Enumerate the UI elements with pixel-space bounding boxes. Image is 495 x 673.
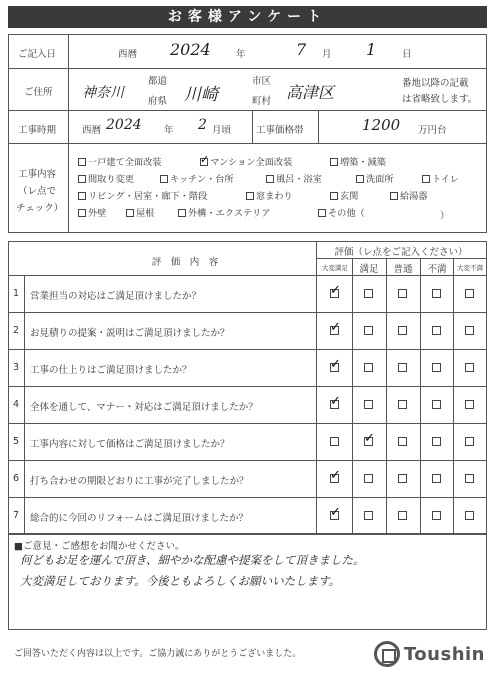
content-option[interactable] [78, 171, 134, 185]
rating-checkbox[interactable] [398, 289, 407, 298]
rating-checkbox[interactable] [465, 474, 474, 483]
option-label: トイレ [432, 174, 460, 185]
date-year-unit: 年 [236, 49, 246, 60]
rating-checkbox[interactable] [330, 326, 339, 335]
house-logo-icon [374, 641, 400, 667]
question-text: 全体を通して、マナー・対応はご満足頂けましたか？ [30, 402, 258, 413]
logo-text: Toushin [403, 643, 485, 665]
content-option[interactable] [178, 205, 270, 219]
content-label-3: チェック） [16, 203, 64, 214]
option-checkbox[interactable] [78, 209, 86, 217]
question-text: 工事の仕上りはご満足頂けましたか？ [30, 365, 192, 376]
date-year: 2024 [170, 40, 211, 59]
option-checkbox[interactable] [246, 192, 254, 200]
option-label: 間取り変更 [88, 174, 134, 185]
date-month: 7 [296, 40, 307, 59]
content-option[interactable] [78, 154, 162, 168]
rating-checkbox[interactable] [465, 400, 474, 409]
option-label: 洗面所 [366, 174, 394, 185]
question-number: 2 [12, 325, 20, 336]
address-city-label-1: 市区 [252, 76, 272, 87]
option-checkbox[interactable] [330, 158, 338, 166]
option-label: リビング・居室・廊下・階段 [88, 191, 208, 202]
address-pref-label-1: 都道 [148, 76, 168, 87]
rating-checkbox[interactable] [364, 289, 373, 298]
question-number: 5 [12, 436, 20, 447]
rating-checkbox[interactable] [330, 437, 339, 446]
rating-checkbox[interactable] [364, 474, 373, 483]
address-city: 川崎 [184, 85, 218, 105]
period-year: 2024 [106, 117, 142, 133]
price-label: 工事価格帯 [256, 125, 304, 136]
option-checkbox[interactable] [390, 192, 398, 200]
survey-table [8, 241, 487, 534]
date-day-unit: 日 [402, 49, 412, 60]
rating-column-header: 普通 [393, 264, 413, 275]
date-era: 西暦 [118, 49, 138, 60]
content-option[interactable] [78, 188, 207, 202]
rating-column-header: 大変不満 [457, 264, 483, 272]
rating-checkbox[interactable] [432, 363, 441, 372]
rating-checkbox[interactable] [364, 400, 373, 409]
rating-checkbox[interactable] [432, 326, 441, 335]
option-checkbox[interactable] [330, 192, 338, 200]
content-option[interactable] [356, 171, 394, 185]
date-month-unit: 月 [322, 49, 332, 60]
question-text: お見積りの提案・説明はご満足頂けましたか？ [30, 328, 230, 339]
option-label: 玄関 [340, 191, 359, 202]
question-text: 打ち合わせの期限どおりに工事が完了しましたか？ [30, 476, 249, 487]
rating-column-header: 不満 [427, 264, 447, 275]
rating-checkbox[interactable] [398, 400, 407, 409]
comments-line-2: 大変満足しております。今後ともよろしくお願いいたします。 [20, 574, 341, 588]
address-pref-label-2: 府県 [148, 96, 168, 107]
rating-column-header: 満足 [359, 264, 379, 275]
address-pref: 神奈川 [82, 85, 124, 101]
rating-checkbox[interactable] [330, 474, 339, 483]
rating-checkbox[interactable] [398, 363, 407, 372]
question-number: 7 [12, 510, 20, 521]
brand-logo [374, 641, 485, 667]
price-value: 1200 [362, 116, 401, 134]
rating-checkbox[interactable] [432, 511, 441, 520]
question-number: 6 [12, 473, 20, 484]
address-label: ご住所 [24, 87, 53, 98]
option-label: 外構・エクステリア [188, 208, 271, 219]
option-label: 一戸建て全面改装 [88, 157, 162, 168]
option-checkbox[interactable] [126, 209, 134, 217]
period-month: 2 [198, 117, 207, 133]
rating-checkbox[interactable] [432, 400, 441, 409]
question-number: 1 [12, 288, 20, 299]
rating-checkbox[interactable] [330, 400, 339, 409]
survey-header-right: 評価（レ点をご記入ください） [334, 247, 468, 258]
content-option[interactable] [330, 154, 386, 168]
rating-checkbox[interactable] [465, 437, 474, 446]
address-note-1: 番地以降の記載 [402, 78, 469, 89]
content-option[interactable] [330, 188, 358, 202]
period-year-unit: 年 [164, 125, 174, 136]
address-note-2: は省略致します。 [402, 94, 478, 105]
option-checkbox[interactable] [200, 158, 208, 166]
option-label: 給湯器 [400, 191, 428, 202]
question-text: 総合的に今回のリフォームはご満足頂けましたか？ [30, 513, 249, 524]
option-label: キッチン・台所 [170, 174, 234, 185]
question-text: 工事内容に対して価格はご満足頂けましたか？ [30, 439, 230, 450]
rating-checkbox[interactable] [330, 363, 339, 372]
option-checkbox[interactable] [356, 175, 364, 183]
option-label: 増築・減築 [340, 157, 386, 168]
rating-checkbox[interactable] [364, 326, 373, 335]
content-option[interactable] [318, 205, 365, 219]
rating-checkbox[interactable] [330, 289, 339, 298]
option-label: 屋根 [136, 208, 155, 219]
rating-checkbox[interactable] [432, 437, 441, 446]
date-day: 1 [366, 40, 377, 59]
rating-checkbox[interactable] [465, 326, 474, 335]
address-city-label-2: 町村 [252, 96, 272, 107]
content-option[interactable] [78, 205, 106, 219]
address-town: 高津区 [286, 83, 335, 102]
option-checkbox[interactable] [78, 158, 86, 166]
content-option[interactable] [266, 171, 322, 185]
option-label: 窓まわり [256, 191, 293, 202]
other-close: ） [440, 211, 450, 222]
rating-checkbox[interactable] [364, 437, 373, 446]
period-era: 西暦 [82, 125, 102, 136]
rating-checkbox[interactable] [398, 326, 407, 335]
content-option[interactable] [422, 171, 459, 185]
content-option[interactable] [390, 188, 428, 202]
option-checkbox[interactable] [266, 175, 274, 183]
comments-label: ■ご意見・ご感想をお聞かせください。 [14, 541, 185, 552]
option-label: その他（ [328, 208, 365, 219]
date-label: ご記入日 [18, 49, 57, 60]
content-option[interactable] [126, 205, 154, 219]
rating-checkbox[interactable] [465, 289, 474, 298]
price-unit: 万円台 [418, 125, 447, 136]
rating-checkbox[interactable] [364, 363, 373, 372]
content-label-2: （レ点で [18, 186, 57, 197]
option-label: 風呂・浴室 [276, 174, 322, 185]
period-month-unit: 月頃 [212, 125, 232, 136]
content-label-1: 工事内容 [18, 169, 57, 180]
question-text: 営業担当の対応はご満足頂けましたか？ [30, 291, 202, 302]
rating-checkbox[interactable] [398, 511, 407, 520]
option-checkbox[interactable] [78, 192, 86, 200]
option-checkbox[interactable] [78, 175, 86, 183]
footer-text: ご回答いただく内容は以上です。ご協力誠にありがとうございました。 [14, 649, 302, 659]
question-number: 4 [12, 399, 20, 410]
rating-checkbox[interactable] [465, 363, 474, 372]
rating-checkbox[interactable] [398, 437, 407, 446]
page-title: お客様アンケート [8, 6, 487, 28]
question-number: 3 [12, 362, 20, 373]
rating-column-header: 大変満足 [322, 264, 348, 272]
rating-checkbox[interactable] [432, 289, 441, 298]
rating-checkbox[interactable] [330, 511, 339, 520]
option-checkbox[interactable] [178, 209, 186, 217]
rating-checkbox[interactable] [465, 511, 474, 520]
option-label: マンション全面改装 [210, 157, 293, 168]
option-checkbox[interactable] [160, 175, 168, 183]
option-checkbox[interactable] [422, 175, 430, 183]
content-option[interactable] [160, 171, 234, 185]
option-label: 外壁 [88, 208, 107, 219]
survey-header-left: 評 価 内 容 [151, 257, 219, 268]
content-option[interactable] [200, 154, 292, 168]
rating-checkbox[interactable] [432, 474, 441, 483]
comments-line-1: 何どもお足を運んで頂き、細やかな配慮や提案をして頂きました。 [20, 553, 365, 567]
period-label: 工事時期 [18, 125, 57, 136]
rating-checkbox[interactable] [364, 511, 373, 520]
rating-checkbox[interactable] [398, 474, 407, 483]
option-checkbox[interactable] [318, 209, 326, 217]
content-option[interactable] [246, 188, 293, 202]
info-box [8, 34, 487, 233]
